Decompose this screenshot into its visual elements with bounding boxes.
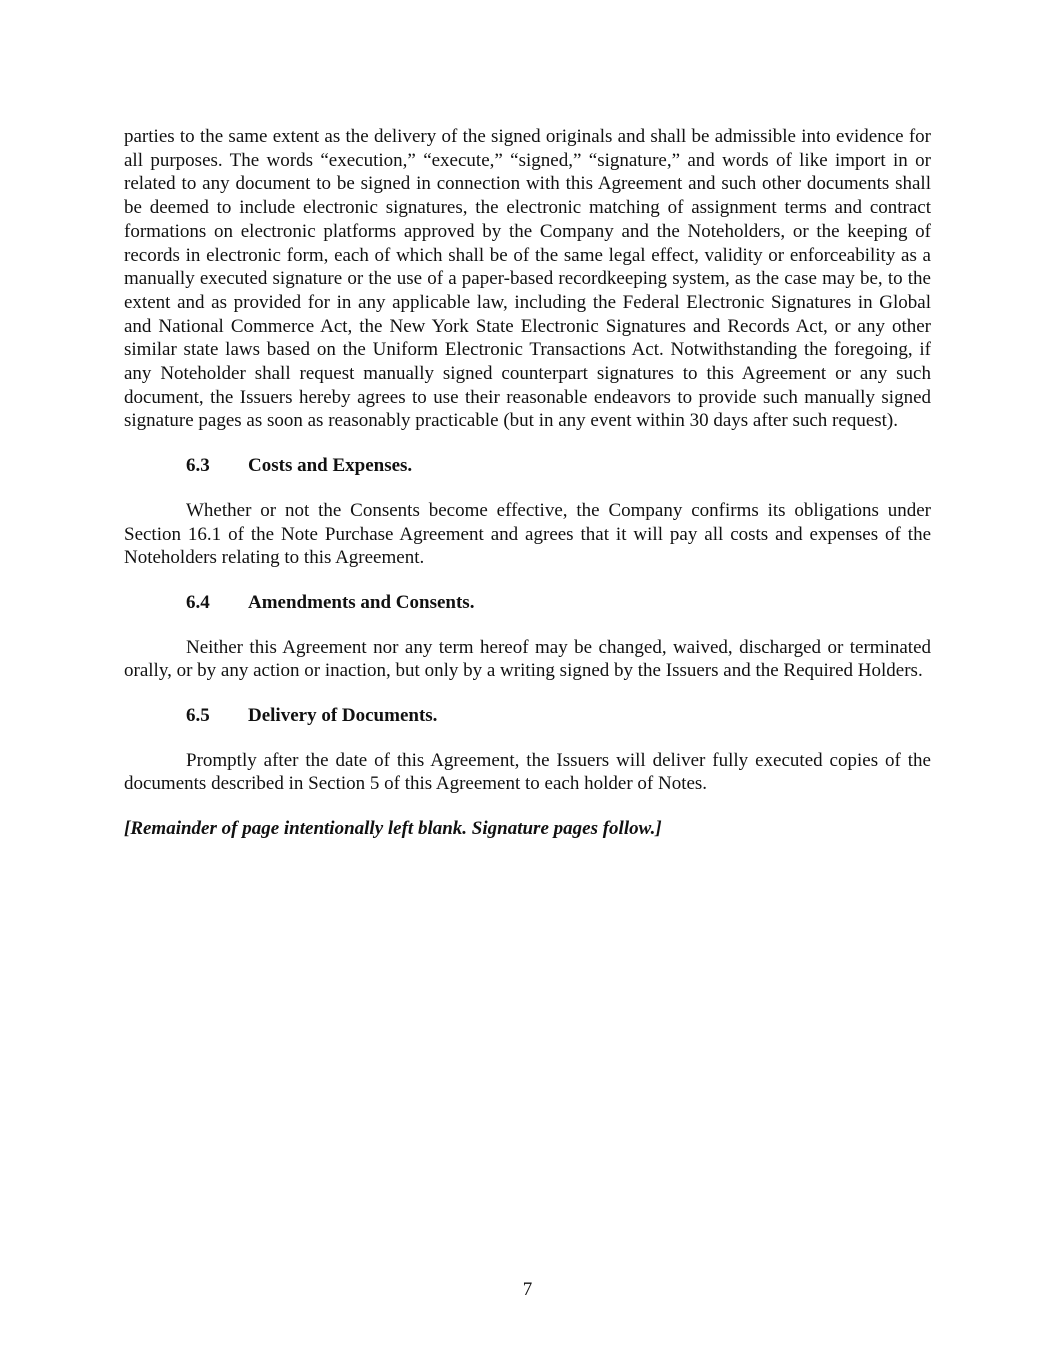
section-number: 6.3 (186, 455, 210, 477)
closing-note: [Remainder of page intentionally left blank. Signature pages follow.] (124, 818, 662, 840)
section-body-6-3: Whether or not the Consents become effective, the Company confirms its obligations under Section 16.1 of the Note Purchase Agreement and agrees that it will pay all costs and expenses of the Noteholders relating to this Agreement. (124, 499, 931, 569)
section-heading-6-3 (124, 454, 931, 478)
section-body-6-4: Neither this Agreement nor any term hereof may be changed, waived, discharged or terminated orally, or by any action or inaction, but only by a writing signed by the Issuers and the Required Holders. (124, 636, 931, 682)
section-number: 6.5 (186, 705, 210, 727)
section-number: 6.4 (186, 591, 210, 613)
section-title: Costs and Expenses. (248, 455, 413, 477)
document-page (124, 125, 931, 841)
section-heading-6-5 (124, 704, 931, 728)
continuation-paragraph: parties to the same extent as the delivery of the signed originals and shall be admissible into evidence for all purposes. The words “execution,” “execute,” “signed,” “signature,” and words of like import in or related to any document to be signed in connection with this Agreement and such other documents shall be deemed to include electronic signatures, the electronic matching of assignment terms and contract formations on electronic platforms approved by the Company and the Noteholders, or the keeping of records in electronic form, each of which shall be of the same legal effect, validity or enforceability as a manually executed signature or the use of a paper-based recordkeeping system, as the case may be, to the extent and as provided for in any applicable law, including the Federal Electronic Signatures in Global and National Commerce Act, the New York State Electronic Signatures and Records Act, or any other similar state laws based on the Uniform Electronic Transactions Act. Notwithstanding the foregoing, if any Noteholder shall request manually signed counterpart signatures to this Agreement or any such document, the Issuers hereby agrees to use their reasonable endeavors to provide such manually signed signature pages as soon as reasonably practicable (but in any event within 30 days after such request). (124, 126, 931, 432)
section-title: Amendments and Consents. (248, 591, 475, 613)
page-number: 7 (522, 1279, 533, 1300)
section-heading-6-4 (124, 591, 931, 615)
section-title: Delivery of Documents. (248, 705, 438, 727)
section-body-6-5: Promptly after the date of this Agreement, the Issuers will deliver fully executed copies of the documents described in Section 5 of this Agreement to each holder of Notes. (124, 749, 931, 795)
